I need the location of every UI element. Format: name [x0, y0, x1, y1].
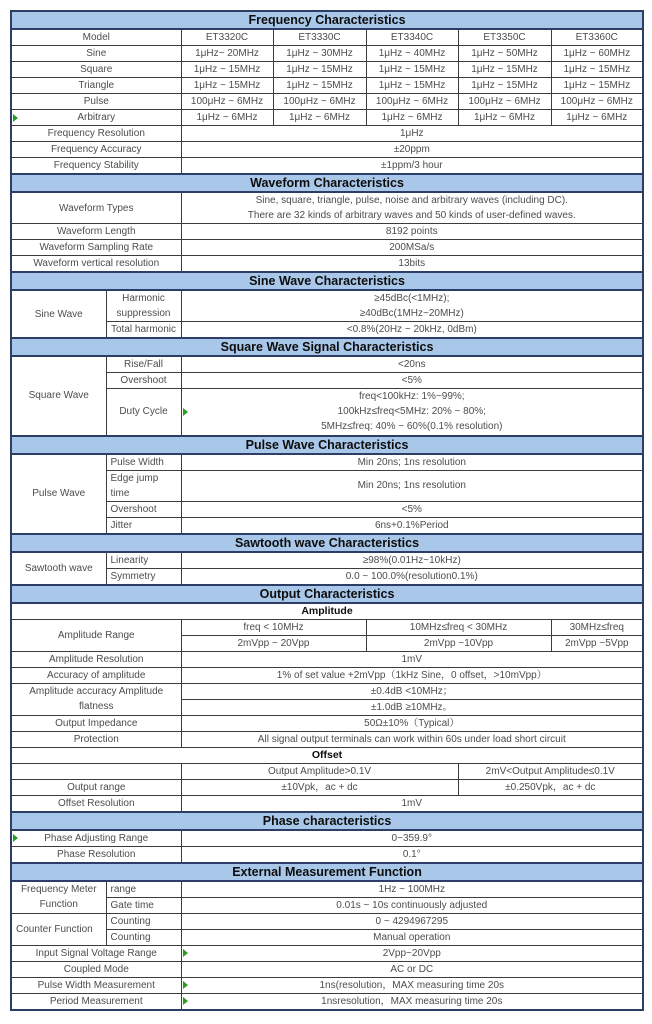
- spec-cell: 6ns+0.1%Period: [181, 517, 643, 534]
- spec-cell: range: [106, 881, 181, 898]
- table-row: [11, 192, 643, 224]
- spec-cell: Linearity: [106, 552, 181, 569]
- table-row: [11, 501, 643, 517]
- spec-cell: Input Signal Voltage Range: [11, 945, 181, 961]
- spec-cell: ET3320C: [181, 29, 273, 46]
- table-row: [11, 256, 643, 273]
- spec-cell: 30MHz≤freq: [551, 619, 643, 635]
- spec-cell: 1nsresolution，MAX measuring time 20s: [181, 993, 643, 1010]
- spec-cell: 100μHz ~ 6MHz: [181, 94, 273, 110]
- table-row: [11, 322, 643, 339]
- table-row: [11, 795, 643, 812]
- spec-cell: 10MHz≤freq < 30MHz: [366, 619, 551, 635]
- spec-cell: 13bits: [181, 256, 643, 273]
- spec-cell: ±20ppm: [181, 142, 643, 158]
- spec-cell: <20ns: [181, 356, 643, 373]
- spec-cell: Triangle: [11, 78, 181, 94]
- spec-cell: Output range: [11, 779, 181, 795]
- spec-cell: 1μHz~ 20MHz: [181, 46, 273, 62]
- spec-cell: Total harmonic: [106, 322, 181, 339]
- table-row: [11, 945, 643, 961]
- spec-cell: 0.01s ~ 10s continuously adjusted: [181, 897, 643, 913]
- spec-cell: 0.1°: [181, 846, 643, 863]
- spec-cell: Amplitude accuracy Amplitude flatness: [11, 683, 181, 715]
- spec-cell: 1μHz ~ 15MHz: [181, 62, 273, 78]
- table-row: [11, 667, 643, 683]
- spec-cell: 200MSa/s: [181, 240, 643, 256]
- section-header-row: [11, 585, 643, 603]
- spec-cell: <5%: [181, 501, 643, 517]
- table-row: [11, 731, 643, 747]
- section-header: Sine Wave Characteristics: [11, 272, 643, 290]
- section-header-row: [11, 11, 643, 29]
- spec-cell: ±0.4dB <10MHz；: [181, 683, 643, 699]
- spec-cell: ET3330C: [273, 29, 366, 46]
- table-row: [11, 993, 643, 1010]
- spec-cell: Sawtooth wave: [11, 552, 106, 585]
- spec-cell: freq < 10MHz: [181, 619, 366, 635]
- table-row: [11, 158, 643, 175]
- spec-cell: 1μHz ~ 15MHz: [551, 78, 643, 94]
- spec-cell: Amplitude Range: [11, 619, 181, 651]
- spec-cell: Waveform vertical resolution: [11, 256, 181, 273]
- spec-cell: [11, 763, 181, 779]
- section-header: Waveform Characteristics: [11, 174, 643, 192]
- spec-cell: 1ns(resolution，MAX measuring time 20s: [181, 977, 643, 993]
- spec-cell: Frequency Meter Function: [11, 881, 106, 914]
- spec-cell: Counting: [106, 913, 181, 929]
- spec-cell: Offset Resolution: [11, 795, 181, 812]
- spec-cell: ≥45dBc(<1MHz); ≥40dBc(1MHz~20MHz): [181, 290, 643, 322]
- spec-cell: 2mVpp ~10Vpp: [366, 635, 551, 651]
- table-row: [11, 290, 643, 322]
- spec-cell: Edge jump time: [106, 470, 181, 501]
- spec-cell: 1μHz ~ 6MHz: [458, 110, 551, 126]
- spec-cell: 1μHz ~ 6MHz: [181, 110, 273, 126]
- spec-cell: 100μHz ~ 6MHz: [458, 94, 551, 110]
- spec-cell: Waveform Sampling Rate: [11, 240, 181, 256]
- table-row: [11, 897, 643, 913]
- spec-cell: Phase Resolution: [11, 846, 181, 863]
- spec-cell: ET3340C: [366, 29, 458, 46]
- spec-cell: 2Vpp~20Vpp: [181, 945, 643, 961]
- table-row: [11, 929, 643, 945]
- spec-cell: 1μHz ~ 15MHz: [458, 78, 551, 94]
- spec-cell: <0.8%(20Hz ~ 20kHz, 0dBm): [181, 322, 643, 339]
- spec-cell: 100μHz ~ 6MHz: [273, 94, 366, 110]
- spec-table-body: [11, 11, 643, 1010]
- spec-cell: Pulse Width: [106, 454, 181, 471]
- table-row: [11, 62, 643, 78]
- table-row: [11, 830, 643, 847]
- spec-cell: Output Impedance: [11, 715, 181, 731]
- spec-cell: Counting: [106, 929, 181, 945]
- spec-cell: Arbitrary: [11, 110, 181, 126]
- spec-cell: Frequency Stability: [11, 158, 181, 175]
- table-row: [11, 517, 643, 534]
- sub-section-header: Offset: [11, 747, 643, 763]
- section-header: Square Wave Signal Characteristics: [11, 338, 643, 356]
- section-header: Output Characteristics: [11, 585, 643, 603]
- table-row: [11, 779, 643, 795]
- spec-cell: Duty Cycle: [106, 389, 181, 436]
- spec-cell: Sine, square, triangle, pulse, noise and arbitrary waves (including DC). There are 32 kinds of arbitrary waves and 50 kinds of user-defined waves.: [181, 192, 643, 224]
- table-row: [11, 46, 643, 62]
- spec-cell: Frequency Accuracy: [11, 142, 181, 158]
- table-row: [11, 683, 643, 699]
- section-header-row: [11, 338, 643, 356]
- spec-cell: Harmonic suppression: [106, 290, 181, 322]
- table-row: [11, 29, 643, 46]
- table-row: [11, 881, 643, 898]
- section-header-row: [11, 272, 643, 290]
- spec-cell: Jitter: [106, 517, 181, 534]
- table-row: [11, 224, 643, 240]
- spec-cell: ≥98%(0.01Hz~10kHz): [181, 552, 643, 569]
- spec-cell: 8192 points: [181, 224, 643, 240]
- spec-cell: Sine: [11, 46, 181, 62]
- spec-cell: Square Wave: [11, 356, 106, 436]
- table-row: [11, 110, 643, 126]
- spec-cell: 100μHz ~ 6MHz: [551, 94, 643, 110]
- spec-cell: 1μHz ~ 15MHz: [366, 62, 458, 78]
- table-row: [11, 747, 643, 763]
- spec-cell: Phase Adjusting Range: [11, 830, 181, 847]
- spec-cell: 2mV<Output Amplitude≤0.1V: [458, 763, 643, 779]
- spec-cell: Waveform Length: [11, 224, 181, 240]
- table-row: [11, 913, 643, 929]
- spec-cell: ±0.250Vpk，ac + dc: [458, 779, 643, 795]
- spec-cell: 1mV: [181, 795, 643, 812]
- spec-cell: Accuracy of amplitude: [11, 667, 181, 683]
- spec-cell: 0.0 ~ 100.0%(resolution0.1%): [181, 568, 643, 585]
- spec-cell: 1μHz ~ 30MHz: [273, 46, 366, 62]
- spec-cell: 1Hz ~ 100MHz: [181, 881, 643, 898]
- spec-cell: 1μHz ~ 15MHz: [366, 78, 458, 94]
- spec-cell: Sine Wave: [11, 290, 106, 338]
- spec-cell: Amplitude Resolution: [11, 651, 181, 667]
- table-row: [11, 373, 643, 389]
- sub-section-header: Amplitude: [11, 603, 643, 620]
- section-header: Sawtooth wave Characteristics: [11, 534, 643, 552]
- table-row: [11, 977, 643, 993]
- spec-cell: Frequency Resolution: [11, 126, 181, 142]
- section-header-row: [11, 812, 643, 830]
- spec-cell: Square: [11, 62, 181, 78]
- spec-cell: Overshoot: [106, 501, 181, 517]
- spec-cell: Manual operation: [181, 929, 643, 945]
- spec-cell: Counter Function: [11, 913, 106, 945]
- spec-cell: AC or DC: [181, 961, 643, 977]
- section-header-row: [11, 863, 643, 881]
- spec-cell: Pulse Wave: [11, 454, 106, 534]
- spec-cell: 1μHz ~ 15MHz: [181, 78, 273, 94]
- spec-cell: ET3350C: [458, 29, 551, 46]
- section-header: Phase characteristics: [11, 812, 643, 830]
- table-row: [11, 619, 643, 635]
- table-row: [11, 94, 643, 110]
- section-header: Pulse Wave Characteristics: [11, 436, 643, 454]
- spec-cell: Coupled Mode: [11, 961, 181, 977]
- spec-cell: 1μHz ~ 60MHz: [551, 46, 643, 62]
- spec-cell: Gate time: [106, 897, 181, 913]
- spec-cell: Min 20ns; 1ns resolution: [181, 470, 643, 501]
- spec-cell: Rise/Fall: [106, 356, 181, 373]
- spec-cell: 1μHz ~ 15MHz: [273, 62, 366, 78]
- spec-cell: 100μHz ~ 6MHz: [366, 94, 458, 110]
- spec-cell: 1μHz ~ 6MHz: [273, 110, 366, 126]
- spec-cell: 1μHz ~ 15MHz: [458, 62, 551, 78]
- section-header-row: [11, 534, 643, 552]
- table-row: [11, 389, 643, 436]
- spec-cell: 2mVpp ~ 20Vpp: [181, 635, 366, 651]
- spec-sheet: [10, 10, 642, 1011]
- spec-cell: 50Ω±10%（Typical）: [181, 715, 643, 731]
- spec-cell: 1mV: [181, 651, 643, 667]
- table-row: [11, 142, 643, 158]
- table-row: [11, 126, 643, 142]
- spec-cell: 0~359.9°: [181, 830, 643, 847]
- table-row: [11, 846, 643, 863]
- spec-cell: Symmetry: [106, 568, 181, 585]
- spec-cell: freq<100kHz: 1%~99%; 100kHz≤freq<5MHz: 20% ~ 80%; 5MHz≤freq: 40% ~ 60%(0.1% resolution): [181, 389, 643, 436]
- spec-cell: <5%: [181, 373, 643, 389]
- spec-cell: Protection: [11, 731, 181, 747]
- spec-cell: 2mVpp ~5Vpp: [551, 635, 643, 651]
- table-row: [11, 470, 643, 501]
- spec-cell: 1μHz ~ 6MHz: [366, 110, 458, 126]
- spec-cell: 1μHz ~ 40MHz: [366, 46, 458, 62]
- spec-cell: Output Amplitude>0.1V: [181, 763, 458, 779]
- spec-cell: Min 20ns; 1ns resolution: [181, 454, 643, 471]
- section-header: External Measurement Function: [11, 863, 643, 881]
- table-row: [11, 78, 643, 94]
- spec-cell: Pulse: [11, 94, 181, 110]
- table-row: [11, 454, 643, 471]
- section-header-row: [11, 174, 643, 192]
- spec-cell: Overshoot: [106, 373, 181, 389]
- spec-cell: Pulse Width Measurement: [11, 977, 181, 993]
- spec-cell: Model: [11, 29, 181, 46]
- spec-cell: 1μHz ~ 15MHz: [273, 78, 366, 94]
- spec-cell: 1μHz ~ 50MHz: [458, 46, 551, 62]
- table-row: [11, 356, 643, 373]
- section-header: Frequency Characteristics: [11, 11, 643, 29]
- spec-cell: ±10Vpk，ac + dc: [181, 779, 458, 795]
- table-row: [11, 568, 643, 585]
- spec-cell: All signal output terminals can work within 60s under load short circuit: [181, 731, 643, 747]
- spec-cell: 1% of set value +2mVpp（1kHz Sine，0 offset，>10mVpp）: [181, 667, 643, 683]
- spec-table: [10, 10, 644, 1011]
- spec-cell: 1μHz ~ 15MHz: [551, 62, 643, 78]
- spec-cell: ±1.0dB ≥10MHz。: [181, 699, 643, 715]
- spec-cell: 0 ~ 4294967295: [181, 913, 643, 929]
- table-row: [11, 552, 643, 569]
- table-row: [11, 240, 643, 256]
- spec-cell: ET3360C: [551, 29, 643, 46]
- section-header-row: [11, 436, 643, 454]
- table-row: [11, 603, 643, 620]
- table-row: [11, 651, 643, 667]
- spec-cell: 1μHz: [181, 126, 643, 142]
- table-row: [11, 961, 643, 977]
- spec-cell: Period Measurement: [11, 993, 181, 1010]
- table-row: [11, 715, 643, 731]
- spec-cell: 1μHz ~ 6MHz: [551, 110, 643, 126]
- spec-cell: ±1ppm/3 hour: [181, 158, 643, 175]
- spec-cell: Waveform Types: [11, 192, 181, 224]
- table-row: [11, 763, 643, 779]
